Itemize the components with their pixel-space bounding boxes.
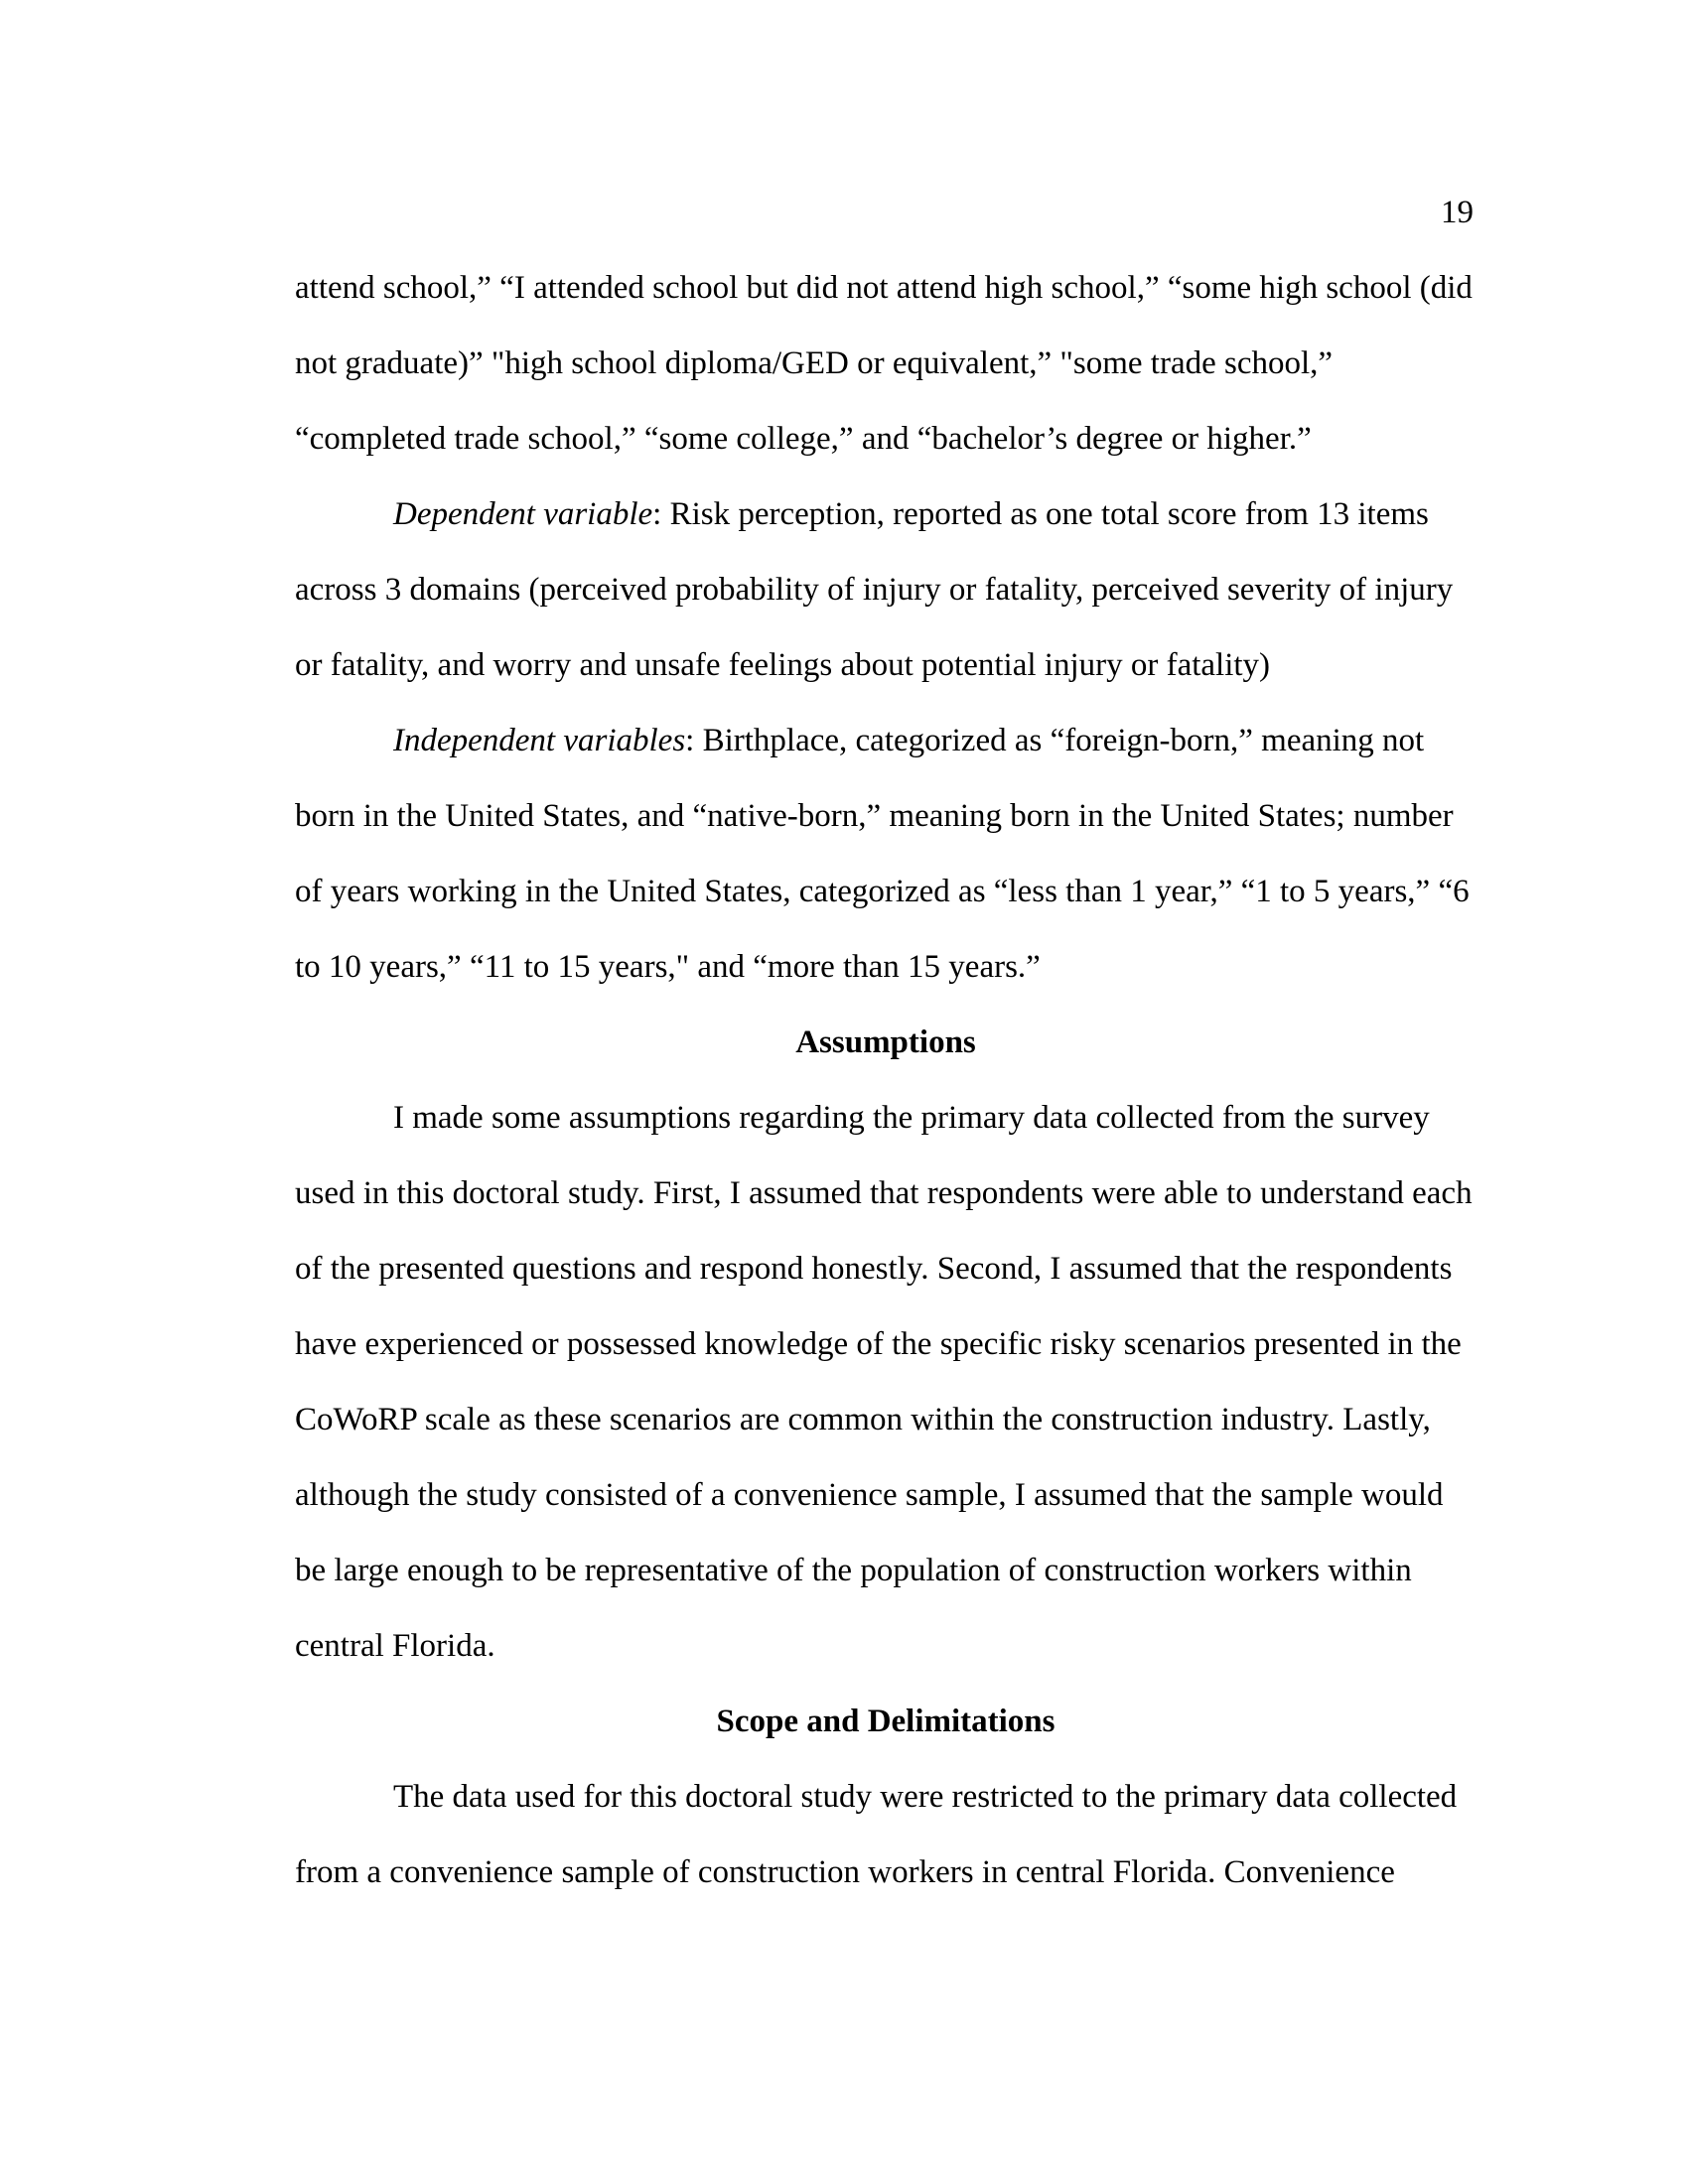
dependent-variable-label: Dependent variable <box>393 496 653 532</box>
paragraph-dependent-variable <box>295 477 1477 703</box>
heading-scope-delimitations: Scope and Delimitations <box>716 1704 1055 1739</box>
dependent-variable-text: : Risk perception, reported as one total score from 13 items across 3 domains (perceived probability of injury or fatality, perceived severity of injury or fatality, and worry and unsafe feelings about potential injury or fatality) <box>295 496 1454 683</box>
independent-variables-text: : Birthplace, categorized as “foreign-born,” meaning not born in the United States, and “native-born,” meaning born in the United States; number of years working in the United States, categorized as “less than 1 year,” “1 to 5 years,” “6 to 10 years,” “11 to 15 years," and “more than 15 years.” <box>295 723 1470 985</box>
paragraph-education-categories: attend school,” “I attended school but did not attend high school,” “some high school (did not graduate)” "high school diploma/GED or equivalent,” "some trade school,” “completed trade school,” “some college,” and “bachelor’s degree or higher.” <box>295 270 1473 457</box>
paragraph-scope: The data used for this doctoral study were restricted to the primary data collected from a convenience sample of construction workers in central Florida. Convenience <box>295 1779 1458 1890</box>
paragraph-independent-variables <box>295 703 1477 1005</box>
paragraph-assumptions: I made some assumptions regarding the primary data collected from the survey used in this doctoral study. First, I assumed that respondents were able to understand each of the presented questions and respond honestly. Second, I assumed that the respondents have experienced or possessed knowledge of the specific risky scenarios presented in the CoWoRP scale as these scenarios are common within the construction industry. Lastly, although the study consisted of a convenience sample, I assumed that the sample would be large enough to be representative of the population of construction workers within central Florida. <box>295 1100 1473 1664</box>
page-number: 19 <box>1441 195 1474 230</box>
body-text <box>295 250 1477 1910</box>
heading-assumptions: Assumptions <box>795 1024 976 1060</box>
independent-variables-label: Independent variables <box>393 723 686 758</box>
